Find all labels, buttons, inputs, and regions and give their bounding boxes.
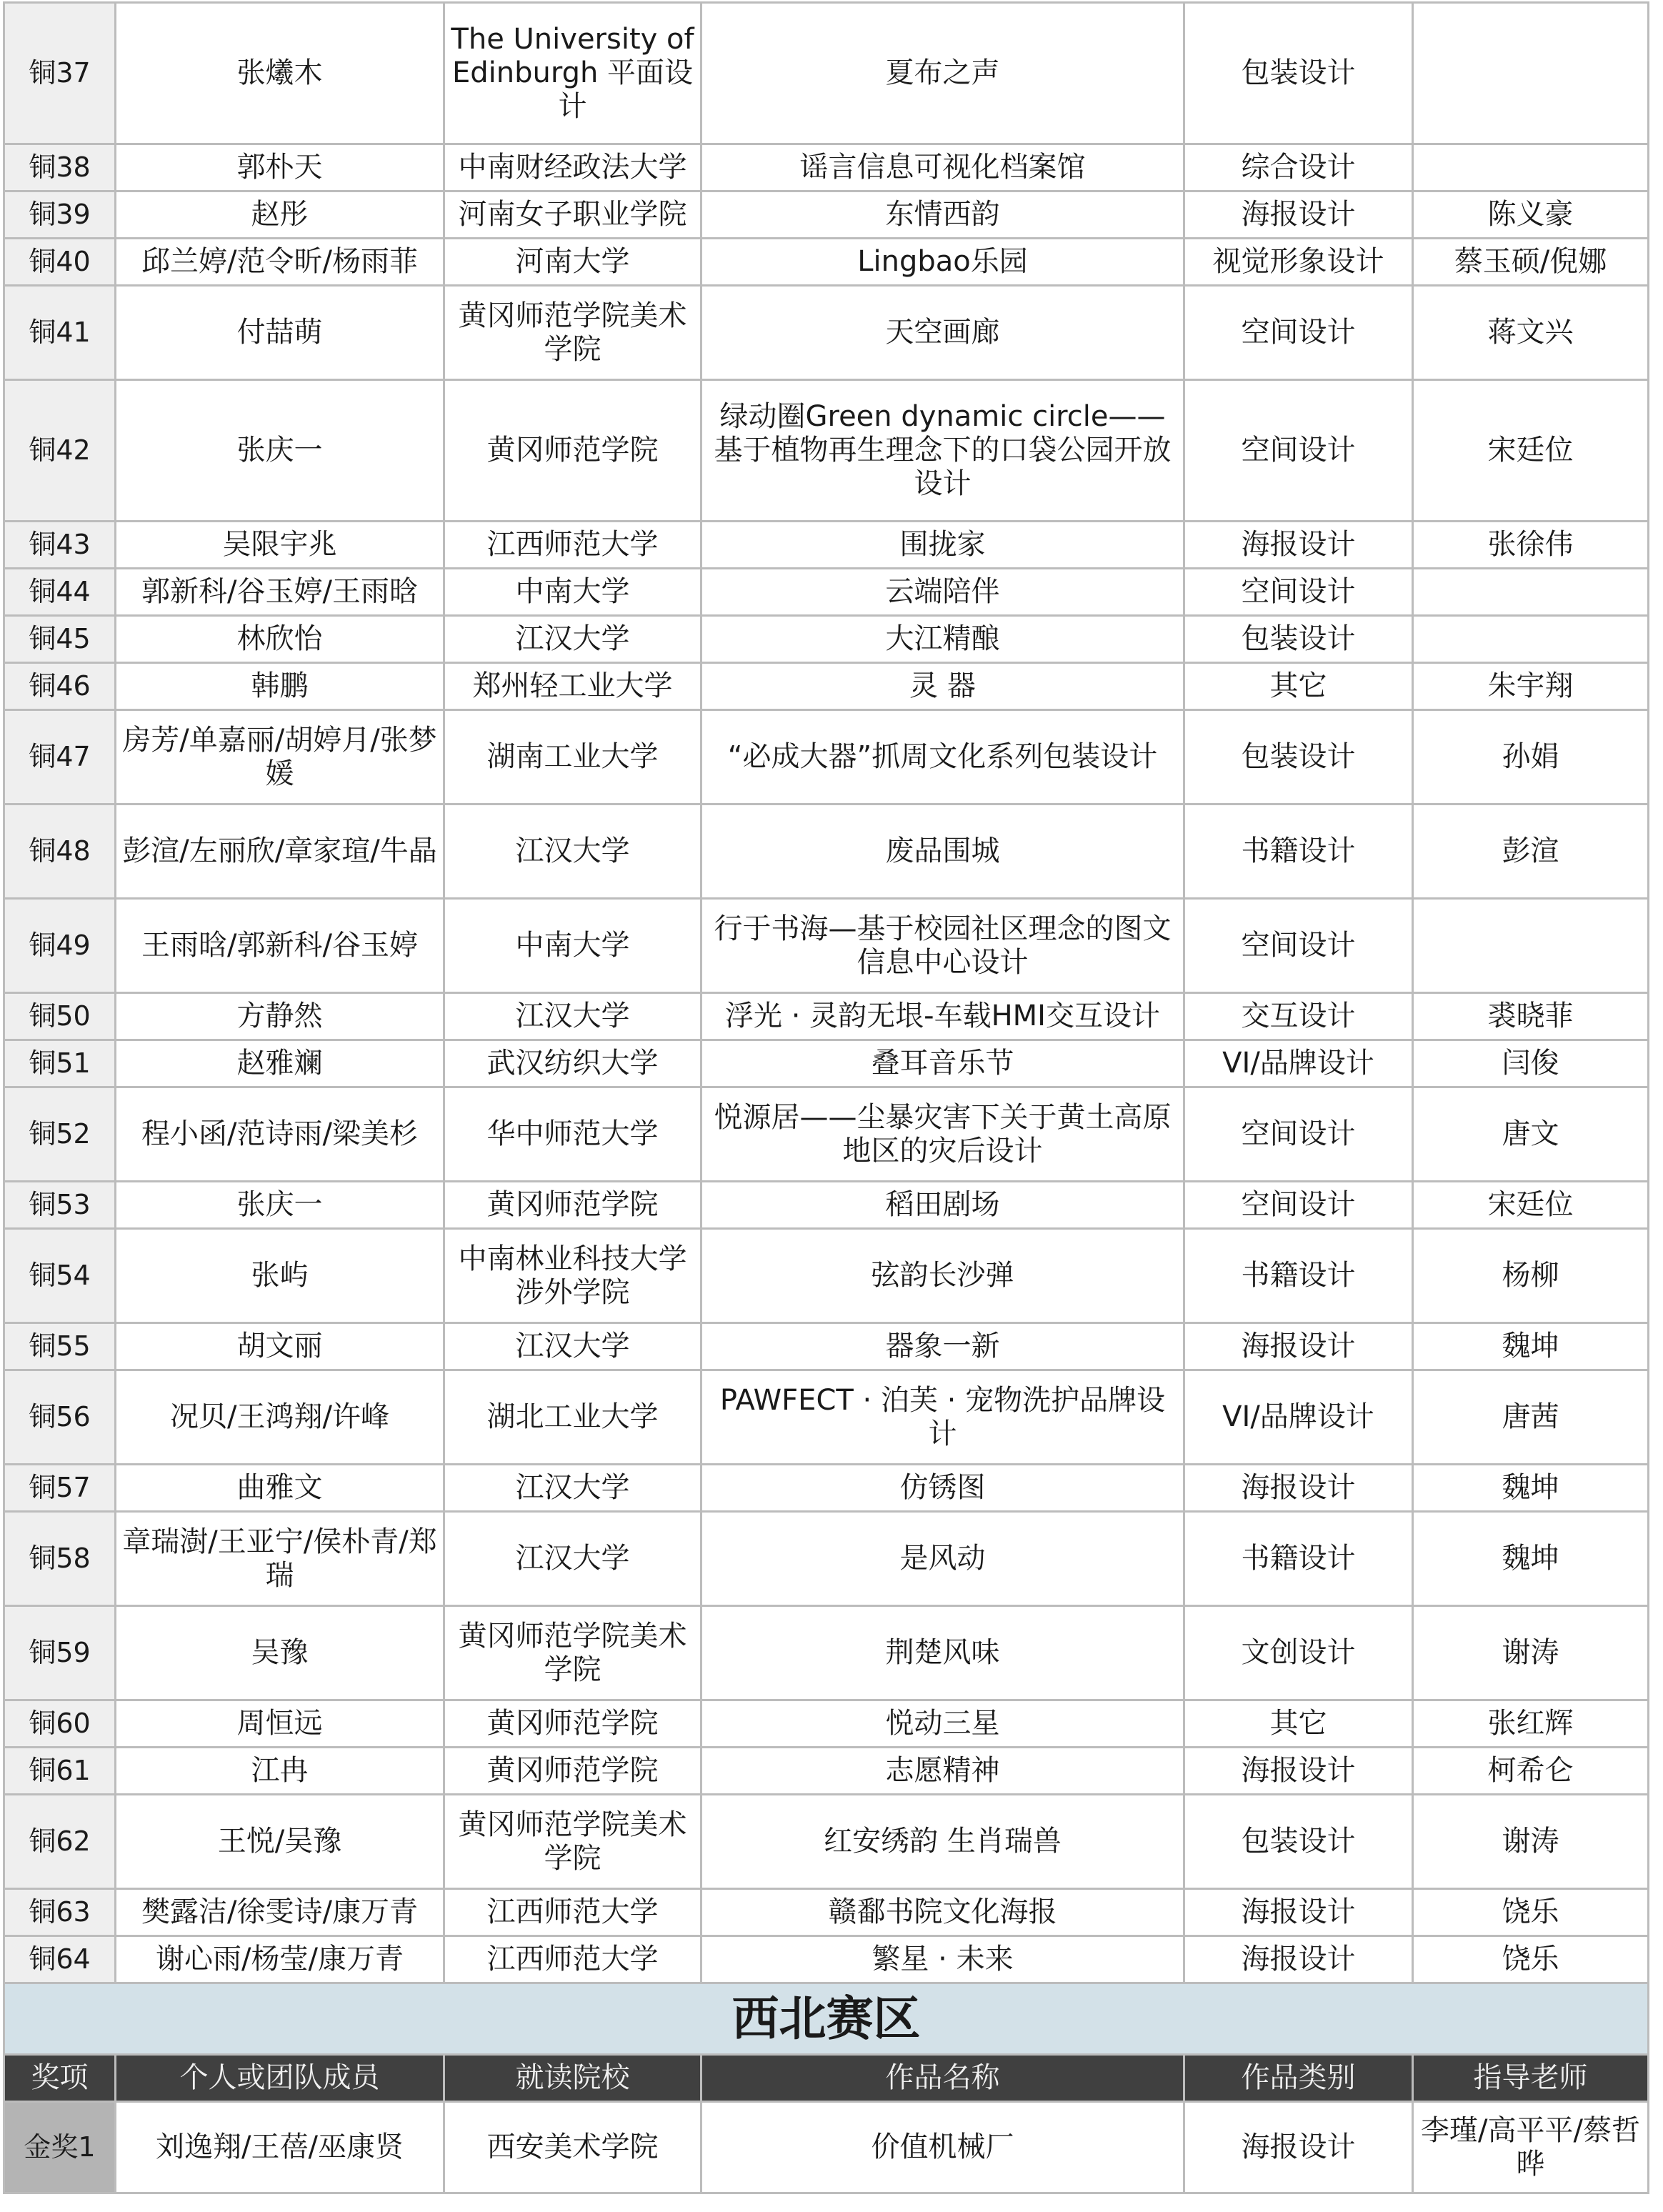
category-cell: 海报设计: [1184, 1889, 1413, 1936]
school-cell: 中南大学: [444, 569, 701, 616]
table-row: [4, 380, 1649, 522]
work-cell: 夏布之声: [701, 3, 1184, 144]
teacher-cell: 谢涛: [1413, 1606, 1649, 1700]
award-cell: 铜42: [4, 380, 116, 522]
teacher-cell: 唐茜: [1413, 1370, 1649, 1465]
teacher-cell: 杨柳: [1413, 1229, 1649, 1323]
members-cell: 张庆一: [116, 380, 444, 522]
members-cell: 王雨晗/郭新科/谷玉婷: [116, 899, 444, 993]
school-cell: 江汉大学: [444, 804, 701, 899]
category-cell: 包装设计: [1184, 3, 1413, 144]
teacher-cell: 裘晓菲: [1413, 993, 1649, 1040]
category-cell: 视觉形象设计: [1184, 239, 1413, 286]
school-cell: 江汉大学: [444, 1323, 701, 1370]
teacher-cell: 饶乐: [1413, 1936, 1649, 1983]
members-cell: 江冉: [116, 1748, 444, 1795]
school-cell: 西安美术学院: [444, 2102, 701, 2193]
work-cell: 云端陪伴: [701, 569, 1184, 616]
award-cell: 铜39: [4, 191, 116, 239]
teacher-cell: 蒋文兴: [1413, 286, 1649, 380]
table-row: [4, 1370, 1649, 1465]
table-row: [4, 993, 1649, 1040]
table-row: [4, 1323, 1649, 1370]
teacher-cell: [1413, 899, 1649, 993]
work-cell: 稻田剧场: [701, 1182, 1184, 1229]
work-cell: 谣言信息可视化档案馆: [701, 144, 1184, 191]
category-cell: 书籍设计: [1184, 1229, 1413, 1323]
members-cell: 郭新科/谷玉婷/王雨晗: [116, 569, 444, 616]
award-cell: 铜53: [4, 1182, 116, 1229]
members-cell: 赵彤: [116, 191, 444, 239]
table-row: [4, 663, 1649, 710]
award-cell: 铜43: [4, 522, 116, 569]
award-cell: 铜48: [4, 804, 116, 899]
award-cell: 铜64: [4, 1936, 116, 1983]
table-row: [4, 1229, 1649, 1323]
members-cell: 谢心雨/杨莹/康万青: [116, 1936, 444, 1983]
category-cell: 海报设计: [1184, 522, 1413, 569]
teacher-cell: 柯希仑: [1413, 1748, 1649, 1795]
category-cell: 海报设计: [1184, 191, 1413, 239]
region-row: [4, 1983, 1649, 2055]
table-row: [4, 2102, 1649, 2193]
members-cell: 张爔木: [116, 3, 444, 144]
members-cell: 彭渲/左丽欣/章家瑄/牛晶: [116, 804, 444, 899]
members-cell: 林欣怡: [116, 616, 444, 663]
award-cell: 铜55: [4, 1323, 116, 1370]
table-row: [4, 1889, 1649, 1936]
school-cell: 江西师范大学: [444, 522, 701, 569]
teacher-cell: 宋廷位: [1413, 1182, 1649, 1229]
award-cell: 铜37: [4, 3, 116, 144]
category-cell: 海报设计: [1184, 1465, 1413, 1512]
category-cell: 文创设计: [1184, 1606, 1413, 1700]
work-cell: 东情西韵: [701, 191, 1184, 239]
members-cell: 章瑞澍/王亚宁/侯朴青/郑瑞: [116, 1512, 444, 1606]
school-cell: 中南林业科技大学涉外学院: [444, 1229, 701, 1323]
teacher-cell: 魏坤: [1413, 1512, 1649, 1606]
table-row: [4, 522, 1649, 569]
teacher-cell: 张红辉: [1413, 1700, 1649, 1748]
members-cell: 张庆一: [116, 1182, 444, 1229]
category-cell: 空间设计: [1184, 899, 1413, 993]
members-cell: 王悦/吴豫: [116, 1795, 444, 1889]
award-cell: 铜51: [4, 1040, 116, 1087]
category-cell: 包装设计: [1184, 616, 1413, 663]
award-cell: 铜47: [4, 710, 116, 804]
members-cell: 房芳/单嘉丽/胡婷月/张梦媛: [116, 710, 444, 804]
work-cell: 弦韵长沙弹: [701, 1229, 1184, 1323]
header-teacher: 指导老师: [1413, 2055, 1649, 2102]
school-cell: 江西师范大学: [444, 1936, 701, 1983]
table-row: [4, 616, 1649, 663]
award-cell: 铜57: [4, 1465, 116, 1512]
table-row: [4, 286, 1649, 380]
table-row: [4, 1087, 1649, 1182]
school-cell: 华中师范大学: [444, 1087, 701, 1182]
school-cell: 湖南工业大学: [444, 710, 701, 804]
school-cell: 河南女子职业学院: [444, 191, 701, 239]
category-cell: 包装设计: [1184, 710, 1413, 804]
award-cell: 铜50: [4, 993, 116, 1040]
category-cell: 海报设计: [1184, 1748, 1413, 1795]
award-cell: 铜61: [4, 1748, 116, 1795]
work-cell: 悦源居——尘暴灾害下关于黄土高原地区的灾后设计: [701, 1087, 1184, 1182]
table-row: [4, 1512, 1649, 1606]
category-cell: 包装设计: [1184, 1795, 1413, 1889]
school-cell: 中南大学: [444, 899, 701, 993]
work-cell: 天空画廊: [701, 286, 1184, 380]
work-cell: 是风动: [701, 1512, 1184, 1606]
teacher-cell: 蔡玉硕/倪娜: [1413, 239, 1649, 286]
school-cell: 黄冈师范学院: [444, 1182, 701, 1229]
award-cell: 铜56: [4, 1370, 116, 1465]
teacher-cell: 陈义豪: [1413, 191, 1649, 239]
work-cell: 围拢家: [701, 522, 1184, 569]
table-row: [4, 569, 1649, 616]
work-cell: 繁星 · 未来: [701, 1936, 1184, 1983]
category-cell: 综合设计: [1184, 144, 1413, 191]
table-row: [4, 804, 1649, 899]
work-cell: 器象一新: [701, 1323, 1184, 1370]
teacher-cell: 饶乐: [1413, 1889, 1649, 1936]
table-row: [4, 3, 1649, 144]
teacher-cell: [1413, 144, 1649, 191]
table-row: [4, 1182, 1649, 1229]
school-cell: 武汉纺织大学: [444, 1040, 701, 1087]
teacher-cell: [1413, 3, 1649, 144]
members-cell: 付喆萌: [116, 286, 444, 380]
teacher-cell: 张徐伟: [1413, 522, 1649, 569]
category-cell: 空间设计: [1184, 569, 1413, 616]
work-cell: “必成大器”抓周文化系列包装设计: [701, 710, 1184, 804]
members-cell: 吴限宇兆: [116, 522, 444, 569]
award-cell: 铜59: [4, 1606, 116, 1700]
teacher-cell: 彭渲: [1413, 804, 1649, 899]
award-cell: 金奖1: [4, 2102, 116, 2193]
award-cell: 铜41: [4, 286, 116, 380]
work-cell: 废品围城: [701, 804, 1184, 899]
table-row: [4, 1936, 1649, 1983]
teacher-cell: 孙娟: [1413, 710, 1649, 804]
school-cell: 黄冈师范学院: [444, 1748, 701, 1795]
award-cell: 铜54: [4, 1229, 116, 1323]
work-cell: 红安绣韵 生肖瑞兽: [701, 1795, 1184, 1889]
members-cell: 张屿: [116, 1229, 444, 1323]
work-cell: 赣鄱书院文化海报: [701, 1889, 1184, 1936]
work-cell: 大江精酿: [701, 616, 1184, 663]
table-row: [4, 1795, 1649, 1889]
table-row: [4, 1606, 1649, 1700]
table-row: [4, 1040, 1649, 1087]
category-cell: 空间设计: [1184, 1182, 1413, 1229]
work-cell: Lingbao乐园: [701, 239, 1184, 286]
school-cell: 湖北工业大学: [444, 1370, 701, 1465]
school-cell: The University of Edinburgh 平面设计: [444, 3, 701, 144]
table-row: [4, 1700, 1649, 1748]
category-cell: 海报设计: [1184, 2102, 1413, 2193]
teacher-cell: 谢涛: [1413, 1795, 1649, 1889]
school-cell: 郑州轻工业大学: [444, 663, 701, 710]
award-cell: 铜40: [4, 239, 116, 286]
work-cell: 灵 器: [701, 663, 1184, 710]
school-cell: 江汉大学: [444, 1465, 701, 1512]
category-cell: 空间设计: [1184, 1087, 1413, 1182]
region-title: 西北赛区: [4, 1983, 1649, 2055]
award-cell: 铜49: [4, 899, 116, 993]
members-cell: 郭朴天: [116, 144, 444, 191]
category-cell: 书籍设计: [1184, 804, 1413, 899]
work-cell: 志愿精神: [701, 1748, 1184, 1795]
work-cell: 叠耳音乐节: [701, 1040, 1184, 1087]
award-cell: 铜46: [4, 663, 116, 710]
members-cell: 樊露洁/徐雯诗/康万青: [116, 1889, 444, 1936]
work-cell: 荆楚风味: [701, 1606, 1184, 1700]
category-cell: 空间设计: [1184, 286, 1413, 380]
school-cell: 黄冈师范学院: [444, 1700, 701, 1748]
award-cell: 铜45: [4, 616, 116, 663]
award-cell: 铜62: [4, 1795, 116, 1889]
members-cell: 赵雅斓: [116, 1040, 444, 1087]
header-work: 作品名称: [701, 2055, 1184, 2102]
school-cell: 黄冈师范学院: [444, 380, 701, 522]
award-cell: 铜63: [4, 1889, 116, 1936]
teacher-cell: [1413, 616, 1649, 663]
members-cell: 刘逸翔/王蓓/巫康贤: [116, 2102, 444, 2193]
school-cell: 江汉大学: [444, 616, 701, 663]
teacher-cell: 魏坤: [1413, 1323, 1649, 1370]
header-school: 就读院校: [444, 2055, 701, 2102]
award-cell: 铜58: [4, 1512, 116, 1606]
table-row: [4, 191, 1649, 239]
teacher-cell: 唐文: [1413, 1087, 1649, 1182]
members-cell: 周恒远: [116, 1700, 444, 1748]
members-cell: 程小函/范诗雨/梁美杉: [116, 1087, 444, 1182]
teacher-cell: 魏坤: [1413, 1465, 1649, 1512]
category-cell: 交互设计: [1184, 993, 1413, 1040]
school-cell: 黄冈师范学院美术学院: [444, 1795, 701, 1889]
teacher-cell: 李瑾/高平平/蔡哲晔: [1413, 2102, 1649, 2193]
school-cell: 江汉大学: [444, 1512, 701, 1606]
school-cell: 黄冈师范学院美术学院: [444, 286, 701, 380]
award-cell: 铜52: [4, 1087, 116, 1182]
category-cell: 其它: [1184, 1700, 1413, 1748]
members-cell: 胡文丽: [116, 1323, 444, 1370]
teacher-cell: 闫俊: [1413, 1040, 1649, 1087]
category-cell: 空间设计: [1184, 380, 1413, 522]
category-cell: 其它: [1184, 663, 1413, 710]
table-row: [4, 710, 1649, 804]
work-cell: 浮光 · 灵韵无垠-车载HMI交互设计: [701, 993, 1184, 1040]
category-cell: 海报设计: [1184, 1936, 1413, 1983]
work-cell: PAWFECT · 泊芙 · 宠物洗护品牌设计: [701, 1370, 1184, 1465]
table-row: [4, 1465, 1649, 1512]
members-cell: 韩鹏: [116, 663, 444, 710]
teacher-cell: 朱宇翔: [1413, 663, 1649, 710]
header-row: [4, 2055, 1649, 2102]
award-cell: 铜60: [4, 1700, 116, 1748]
teacher-cell: [1413, 569, 1649, 616]
category-cell: 书籍设计: [1184, 1512, 1413, 1606]
work-cell: 绿动圈Green dynamic circle——基于植物再生理念下的口袋公园开放设计: [701, 380, 1184, 522]
members-cell: 吴豫: [116, 1606, 444, 1700]
school-cell: 中南财经政法大学: [444, 144, 701, 191]
work-cell: 仿锈图: [701, 1465, 1184, 1512]
table-row: [4, 1748, 1649, 1795]
work-cell: 行于书海—基于校园社区理念的图文信息中心设计: [701, 899, 1184, 993]
header-category: 作品类别: [1184, 2055, 1413, 2102]
table-row: [4, 239, 1649, 286]
header-members: 个人或团队成员: [116, 2055, 444, 2102]
members-cell: 况贝/王鸿翔/许峰: [116, 1370, 444, 1465]
school-cell: 河南大学: [444, 239, 701, 286]
teacher-cell: 宋廷位: [1413, 380, 1649, 522]
category-cell: 海报设计: [1184, 1323, 1413, 1370]
school-cell: 江西师范大学: [444, 1889, 701, 1936]
table-row: [4, 899, 1649, 993]
category-cell: VI/品牌设计: [1184, 1370, 1413, 1465]
category-cell: VI/品牌设计: [1184, 1040, 1413, 1087]
award-cell: 铜38: [4, 144, 116, 191]
school-cell: 黄冈师范学院美术学院: [444, 1606, 701, 1700]
work-cell: 价值机械厂: [701, 2102, 1184, 2193]
header-award: 奖项: [4, 2055, 116, 2102]
members-cell: 曲雅文: [116, 1465, 444, 1512]
members-cell: 邱兰婷/范令昕/杨雨菲: [116, 239, 444, 286]
awards-table: [3, 1, 1649, 2194]
table-row: [4, 144, 1649, 191]
members-cell: 方静然: [116, 993, 444, 1040]
school-cell: 江汉大学: [444, 993, 701, 1040]
award-cell: 铜44: [4, 569, 116, 616]
work-cell: 悦动三星: [701, 1700, 1184, 1748]
